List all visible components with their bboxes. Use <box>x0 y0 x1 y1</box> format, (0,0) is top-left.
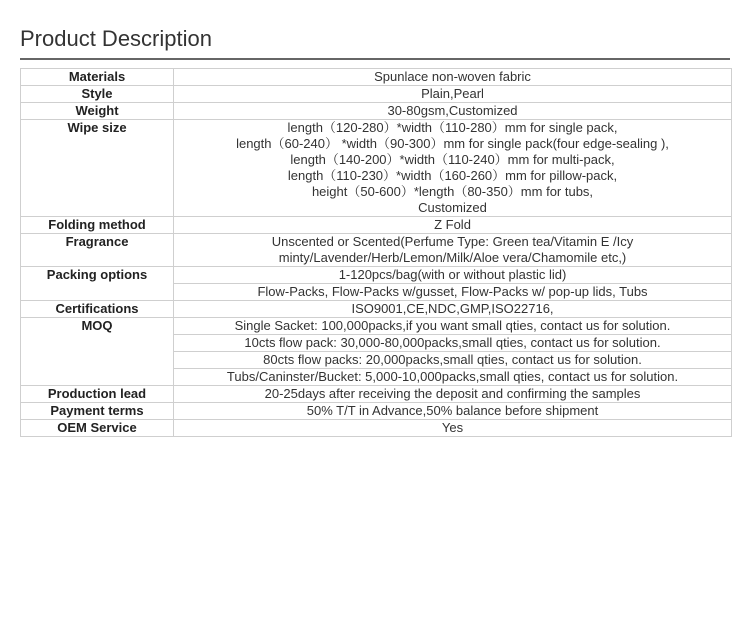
wipe-size-line: length（60-240） *width（90-300）mm for single pack(four edge-sealing ), <box>236 136 669 151</box>
row-value: 20-25days after receiving the deposit and confirming the samples <box>174 386 732 403</box>
row-label: Folding method <box>21 217 174 234</box>
table-row-packing-options <box>21 267 732 284</box>
fragrance-line: minty/Lavender/Herb/Lemon/Milk/Aloe vera/Chamomile etc,) <box>278 250 627 265</box>
row-value: 80cts flow packs: 20,000packs,small qties, contact us for solution. <box>174 352 732 369</box>
table-row-wipe-size <box>21 120 732 217</box>
row-value: 10cts flow pack: 30,000-80,000packs,small qties, contact us for solution. <box>174 335 732 352</box>
row-value: Flow-Packs, Flow-Packs w/gusset, Flow-Packs w/ pop-up lids, Tubs <box>174 284 732 301</box>
row-value: Z Fold <box>174 217 732 234</box>
table-row-weight <box>21 103 732 120</box>
row-label: Certifications <box>21 301 174 318</box>
row-label: Packing options <box>21 267 174 301</box>
table-row-materials <box>21 69 732 86</box>
product-spec-table <box>20 68 732 437</box>
row-value: ISO9001,CE,NDC,GMP,ISO22716, <box>174 301 732 318</box>
table-row-moq <box>21 318 732 335</box>
row-value: 30-80gsm,Customized <box>174 103 732 120</box>
row-value: Plain,Pearl <box>174 86 732 103</box>
row-value <box>174 120 732 217</box>
row-label: Production lead <box>21 386 174 403</box>
table-row-style <box>21 86 732 103</box>
row-value: 50% T/T in Advance,50% balance before shipment <box>174 403 732 420</box>
table-row-folding-method <box>21 217 732 234</box>
wipe-size-line: height（50-600）*length（80-350）mm for tubs, <box>311 184 594 199</box>
row-label: MOQ <box>21 318 174 386</box>
row-label: Style <box>21 86 174 103</box>
table-row-oem-service <box>21 420 732 437</box>
table-row-production-lead <box>21 386 732 403</box>
row-label: OEM Service <box>21 420 174 437</box>
row-label: Materials <box>21 69 174 86</box>
table-row-payment-terms <box>21 403 732 420</box>
row-label: Wipe size <box>21 120 174 217</box>
wipe-size-line: length（110-230）*width（160-260）mm for pillow-pack, <box>287 168 618 183</box>
row-value <box>174 234 732 267</box>
page-title: Product Description <box>20 26 212 51</box>
row-label: Payment terms <box>21 403 174 420</box>
wipe-size-line: length（140-200）*width（110-240）mm for multi-pack, <box>290 152 615 167</box>
wipe-size-line: Customized <box>418 200 487 215</box>
row-value: Single Sacket: 100,000packs,if you want small qties, contact us for solution. <box>174 318 732 335</box>
row-value: Yes <box>174 420 732 437</box>
row-value: Spunlace non-woven fabric <box>174 69 732 86</box>
row-value: Tubs/Caninster/Bucket: 5,000-10,000packs,small qties, contact us for solution. <box>174 369 732 386</box>
table-row-certifications <box>21 301 732 318</box>
table-row-fragrance <box>21 234 732 267</box>
row-label: Weight <box>21 103 174 120</box>
wipe-size-line: length（120-280）*width（110-280）mm for single pack, <box>287 120 618 135</box>
fragrance-line: Unscented or Scented(Perfume Type: Green tea/Vitamin E /Icy <box>271 234 634 249</box>
row-value: 1-120pcs/bag(with or without plastic lid) <box>174 267 732 284</box>
row-label: Fragrance <box>21 234 174 267</box>
title-divider <box>20 58 730 60</box>
